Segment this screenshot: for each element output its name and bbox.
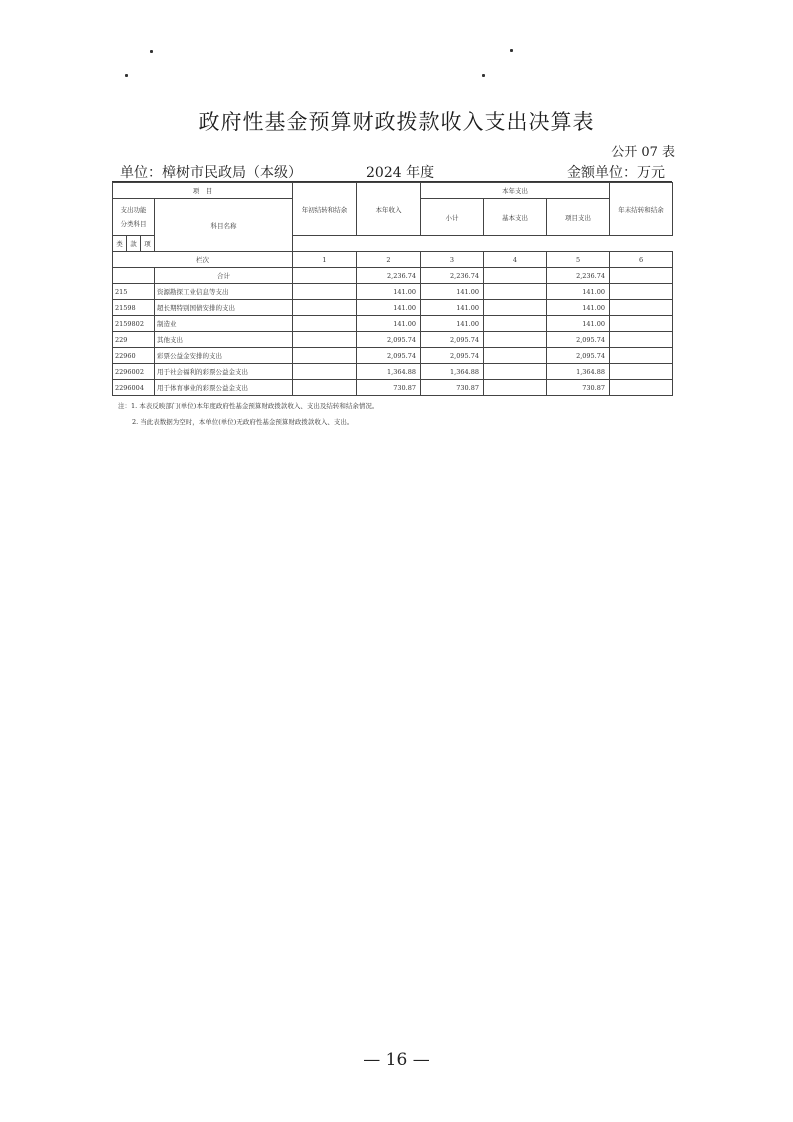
row-code: 2296004 [113, 380, 155, 396]
row-begin-balance [293, 300, 357, 316]
total-label: 合计 [155, 268, 293, 284]
total-code [113, 268, 155, 284]
row-end-balance [610, 284, 673, 300]
scan-speck [150, 50, 153, 53]
row-subtotal: 2,095.74 [421, 348, 484, 364]
row-code: 21598 [113, 300, 155, 316]
row-code: 229 [113, 332, 155, 348]
row-code: 2296002 [113, 364, 155, 380]
row-no-label: 栏次 [113, 252, 293, 268]
row-basic [484, 316, 547, 332]
row-income: 1,364.88 [357, 364, 421, 380]
page-title: 政府性基金预算财政拨款收入支出决算表 [198, 110, 595, 134]
row-name: 彩票公益金安排的支出 [155, 348, 293, 364]
row-name: 用于社会福利的彩票公益金支出 [155, 364, 293, 380]
row-name: 制造业 [155, 316, 293, 332]
row-project: 730.87 [547, 380, 610, 396]
row-end-balance [610, 364, 673, 380]
column-number-row [113, 252, 673, 268]
income-header: 本年收入 [357, 183, 421, 236]
row-income: 141.00 [357, 300, 421, 316]
col-num-4: 4 [484, 252, 547, 268]
amount-unit-label: 金额单位：万元 [567, 165, 665, 181]
subject-name-header: 科目名称 [155, 199, 293, 252]
basic-header: 基本支出 [484, 199, 547, 236]
row-begin-balance [293, 348, 357, 364]
row-end-balance [610, 348, 673, 364]
row-subtotal: 141.00 [421, 300, 484, 316]
row-code: 22960 [113, 348, 155, 364]
row-project: 1,364.88 [547, 364, 610, 380]
row-subtotal: 2,095.74 [421, 332, 484, 348]
row-basic [484, 364, 547, 380]
row-code: 215 [113, 284, 155, 300]
row-basic [484, 284, 547, 300]
row-project: 141.00 [547, 300, 610, 316]
row-project: 141.00 [547, 316, 610, 332]
row-subtotal: 730.87 [421, 380, 484, 396]
row-code: 2159802 [113, 316, 155, 332]
row-end-balance [610, 300, 673, 316]
table-row [113, 348, 673, 364]
row-name: 资源勘探工业信息等支出 [155, 284, 293, 300]
row-begin-balance [293, 284, 357, 300]
row-begin-balance [293, 332, 357, 348]
budget-table [112, 182, 673, 396]
scan-speck [510, 49, 513, 52]
row-name: 超长期特别国债安排的支出 [155, 300, 293, 316]
row-begin-balance [293, 380, 357, 396]
table-notes [118, 398, 378, 430]
row-income: 141.00 [357, 284, 421, 300]
row-name: 其他支出 [155, 332, 293, 348]
col-num-2: 2 [357, 252, 421, 268]
unit-label: 单位：樟树市民政局（本级） [120, 165, 302, 181]
total-income: 2,236.74 [357, 268, 421, 284]
func-code-label: 支出功能 [120, 206, 147, 214]
table-row [113, 316, 673, 332]
note-1: 注：1. 本表反映部门(单位)本年度政府性基金预算财政拨款收入、支出及结转和结余情况。 [118, 402, 379, 410]
row-basic [484, 300, 547, 316]
lei-header: 类 [113, 236, 127, 252]
row-begin-balance [293, 364, 357, 380]
subtotal-header: 小计 [421, 199, 484, 236]
begin-balance-header: 年初结转和结余 [293, 183, 357, 236]
xiang-header: 项 [141, 236, 155, 252]
project-header: 项目支出 [547, 199, 610, 236]
table-row [113, 300, 673, 316]
table-number: 公开 07 表 [611, 145, 675, 160]
row-begin-balance [293, 316, 357, 332]
row-basic [484, 332, 547, 348]
table-row [113, 332, 673, 348]
row-end-balance [610, 332, 673, 348]
header-row-1 [113, 183, 673, 199]
table-row [113, 284, 673, 300]
table-row [113, 380, 673, 396]
col-num-3: 3 [421, 252, 484, 268]
col-num-1: 1 [293, 252, 357, 268]
row-end-balance [610, 316, 673, 332]
func-class-header [113, 199, 155, 236]
year-label: 2024 年度 [366, 165, 435, 181]
total-row [113, 268, 673, 284]
row-name: 用于体育事业的彩票公益金支出 [155, 380, 293, 396]
row-subtotal: 141.00 [421, 316, 484, 332]
row-subtotal: 1,364.88 [421, 364, 484, 380]
row-income: 2,095.74 [357, 332, 421, 348]
spend-group-header: 本年支出 [421, 183, 610, 199]
col-num-5: 5 [547, 252, 610, 268]
row-income: 141.00 [357, 316, 421, 332]
func-class-label: 分类科目 [120, 220, 147, 228]
row-project: 2,095.74 [547, 348, 610, 364]
total-project: 2,236.74 [547, 268, 610, 284]
row-project: 141.00 [547, 284, 610, 300]
row-basic [484, 380, 547, 396]
row-end-balance [610, 380, 673, 396]
total-basic [484, 268, 547, 284]
end-balance-header: 年末结转和结余 [610, 183, 673, 236]
row-subtotal: 141.00 [421, 284, 484, 300]
row-basic [484, 348, 547, 364]
page-number: — 16 — [363, 1050, 430, 1070]
table-row [113, 364, 673, 380]
kuan-header: 款 [127, 236, 141, 252]
row-project: 2,095.74 [547, 332, 610, 348]
note-2: 2. 当此表数据为空时，本单位(单位)无政府性基金预算财政拨款收入、支出。 [132, 418, 354, 426]
total-begin-balance [293, 268, 357, 284]
scan-speck [482, 74, 485, 77]
row-income: 730.87 [357, 380, 421, 396]
row-income: 2,095.74 [357, 348, 421, 364]
total-end-balance [610, 268, 673, 284]
col-num-6: 6 [610, 252, 673, 268]
total-subtotal: 2,236.74 [421, 268, 484, 284]
scan-speck [125, 74, 128, 77]
item-group-header: 项 目 [113, 183, 293, 199]
